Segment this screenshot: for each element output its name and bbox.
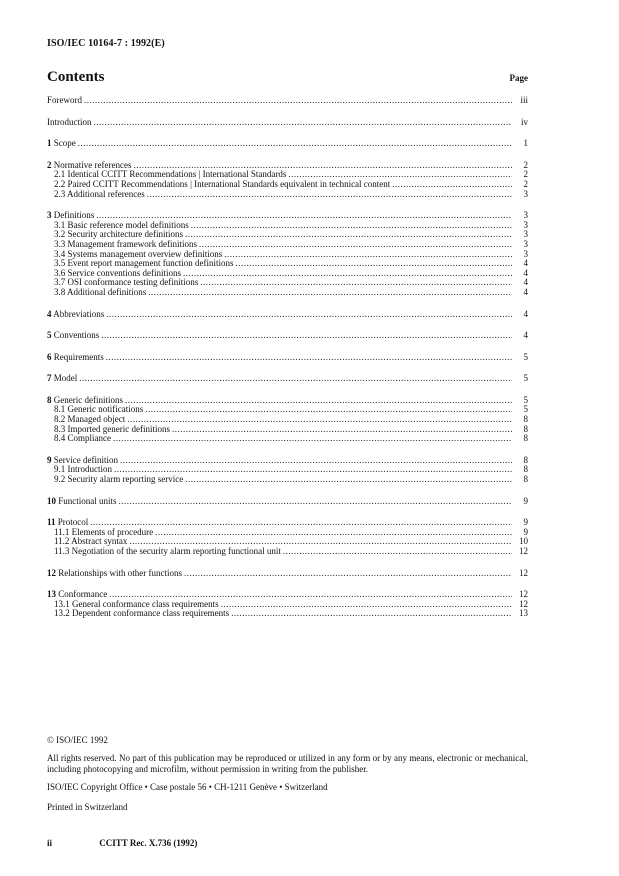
toc-entry-label: [47, 497, 117, 507]
toc-entry-label: [47, 310, 104, 320]
toc-entry-text: 8.1 Generic notifications: [54, 404, 144, 415]
toc-entry-text: Relationships with other functions: [58, 567, 182, 578]
toc-leader-dots: [106, 353, 512, 363]
toc-entry[interactable]: [47, 456, 528, 466]
toc-entry-text: Foreword: [47, 95, 82, 105]
toc-entry-text: 8.4 Compliance: [54, 433, 111, 444]
toc-entry-text: 2.2 Paired CCITT Recommendations | International Standards equivalent in technical content: [54, 178, 391, 189]
toc-entry-page: iii: [520, 95, 528, 105]
toc-entry-page: 13: [519, 608, 528, 619]
toc-leader-dots: [79, 374, 512, 384]
toc-leader-dots: [101, 331, 512, 341]
toc-entry-text: 11.1 Elements of procedure: [54, 526, 154, 537]
toc-spacer: [47, 485, 528, 497]
toc-entry-label: [47, 139, 76, 149]
toc-entry-page: 10: [519, 536, 528, 547]
page-column-label: Page: [509, 73, 528, 83]
toc-entry[interactable]: [47, 353, 528, 363]
toc-entry-page: 9: [523, 526, 528, 537]
toc-entry[interactable]: [47, 547, 528, 557]
toc-entry-page: 9: [523, 517, 528, 528]
toc-entry-text: 3.3 Management framework definitions: [54, 238, 197, 249]
toc-entry-text: 3.2 Security architecture definitions: [54, 229, 183, 240]
toc-entry-label: [47, 331, 99, 341]
toc-entry-label: [47, 118, 92, 128]
toc-spacer: [47, 106, 528, 118]
toc-entry-text: Definitions: [53, 210, 95, 221]
toc-entry-text: Conventions: [53, 330, 100, 341]
toc-entry-page: 2: [523, 178, 528, 189]
toc-entry-page: 5: [523, 373, 528, 384]
toc-leader-dots: [283, 547, 512, 557]
toc-entry[interactable]: [47, 609, 528, 619]
toc-entry[interactable]: [47, 497, 528, 507]
toc-spacer: [47, 127, 528, 139]
toc-leader-dots: [172, 425, 512, 435]
toc-entry-page: 8: [523, 454, 528, 465]
toc-leader-dots: [119, 497, 513, 507]
toc-leader-dots: [90, 518, 512, 528]
toc-entry-label: [54, 288, 146, 298]
toc-entry-text: 11.2 Abstract syntax: [54, 536, 128, 547]
toc-entry-page: 12: [519, 598, 528, 609]
copyright-office-address: ISO/IEC Copyright Office • Case postale 56 • CH-1211 Genève • Switzerland: [47, 782, 328, 792]
toc-entry-label: [47, 96, 82, 106]
copyright-footer: [47, 735, 528, 813]
toc-entry[interactable]: [47, 288, 528, 298]
toc-entry-text: 11.3 Negotiation of the security alarm reporting functional unit: [54, 546, 281, 556]
toc-entry-page: 8: [523, 474, 528, 485]
toc-entry-page: 8: [523, 464, 528, 475]
toc-entry[interactable]: [47, 96, 528, 106]
toc-entry-page: 3: [523, 219, 528, 230]
toc-leader-dots: [94, 118, 513, 128]
toc-entry-text: 3.1 Basic reference model definitions: [54, 219, 189, 230]
toc-leader-dots: [78, 139, 512, 149]
toc-leader-dots: [221, 600, 512, 610]
toc-entry-number: 8: [47, 394, 52, 405]
toc-spacer: [47, 362, 528, 374]
toc-entry-number: 13: [47, 589, 56, 600]
toc-entry[interactable]: [47, 374, 528, 384]
toc-entry-page: 8: [523, 433, 528, 444]
toc-entry-page: 4: [523, 277, 528, 288]
toc-leader-dots: [155, 528, 512, 538]
toc-entry-page: 8: [523, 414, 528, 425]
toc-leader-dots: [125, 396, 512, 406]
toc-entry-page: iv: [520, 116, 528, 127]
toc-entry[interactable]: [47, 190, 528, 200]
toc-entry-text: 3.8 Additional definitions: [54, 286, 147, 297]
toc-entry-text: 8.2 Managed object: [54, 414, 126, 425]
toc-entry-text: Abbreviations: [53, 308, 105, 319]
page-number: ii: [47, 838, 53, 848]
toc-entry-page: 12: [519, 546, 528, 556]
toc-entry-label: [54, 434, 111, 444]
toc-leader-dots: [200, 278, 512, 288]
toc-entry[interactable]: [47, 331, 528, 341]
toc-entry-page: 2: [523, 169, 528, 180]
copyright-line: © ISO/IEC 1992: [47, 735, 108, 745]
toc-leader-dots: [145, 405, 512, 415]
toc-leader-dots: [113, 434, 512, 444]
toc-spacer: [47, 506, 528, 518]
toc-entry-text: 9.2 Security alarm reporting service: [54, 474, 184, 485]
toc-entry-page: 3: [523, 248, 528, 259]
toc-leader-dots: [84, 96, 512, 106]
toc-leader-dots: [185, 475, 512, 485]
toc-entry-label: [47, 374, 77, 384]
toc-leader-dots: [106, 310, 512, 320]
toc-entry-page: 2: [523, 159, 528, 170]
toc-entry-label: [54, 609, 229, 619]
toc-entry-text: 3.4 Systems management overview definitions: [54, 248, 223, 259]
toc-entry-number: 10: [47, 495, 56, 506]
toc-leader-dots: [183, 269, 512, 279]
toc-leader-dots: [231, 609, 512, 619]
document-id-header: ISO/IEC 10164-7 : 1992(E): [47, 38, 165, 49]
toc-entry[interactable]: [47, 569, 528, 579]
toc-spacer: [47, 199, 528, 211]
toc-entry-label: [47, 353, 104, 363]
toc-leader-dots: [224, 250, 512, 260]
toc-entry-number: 6: [47, 351, 52, 362]
toc-entry-text: Scope: [53, 138, 76, 149]
toc-entry-page: 3: [523, 188, 528, 199]
page-footer: [47, 838, 197, 848]
toc-entry-text: 13.1 General conformance class requirements: [54, 598, 219, 609]
toc-entry-page: 4: [523, 330, 528, 341]
contents-title: Contents: [47, 69, 105, 85]
toc-spacer: [47, 341, 528, 353]
toc-entry-text: Requirements: [53, 351, 104, 362]
toc-entry[interactable]: [47, 434, 528, 444]
toc-entry-page: 3: [523, 210, 528, 221]
toc-entry-text: 3.6 Service conventions definitions: [54, 267, 181, 278]
toc-spacer: [47, 319, 528, 331]
toc-entry-page: 5: [523, 351, 528, 362]
toc-entry-text: Normative references: [53, 159, 132, 170]
toc-entry-page: 4: [523, 308, 528, 319]
toc-entry-text: 3.7 OSI conformance testing definitions: [54, 277, 199, 288]
printed-in: Printed in Switzerland: [47, 802, 128, 812]
toc-leader-dots: [120, 456, 512, 466]
toc-entry-text: Functional units: [58, 495, 117, 506]
toc-entry-number: 2: [47, 159, 52, 170]
toc-entry-number: 12: [47, 567, 56, 578]
toc-leader-dots: [191, 221, 512, 231]
toc-entry-page: 3: [523, 229, 528, 240]
toc-entry-number: 9: [47, 454, 52, 465]
toc-entry-number: 4: [47, 308, 52, 319]
toc-entry-number: 1: [47, 138, 52, 149]
toc-entry-page: 4: [523, 267, 528, 278]
toc-entry-text: 2.1 Identical CCITT Recommendations | International Standards: [54, 169, 287, 180]
toc-entry[interactable]: [47, 475, 528, 485]
toc-entry-label: [54, 547, 281, 557]
toc-leader-dots: [235, 259, 512, 269]
toc-entry[interactable]: [47, 425, 528, 435]
toc-entry-page: 5: [523, 404, 528, 415]
toc-entry[interactable]: [47, 310, 528, 320]
toc-entry-page: 4: [523, 286, 528, 297]
toc-entry[interactable]: [47, 118, 528, 128]
table-of-contents: [47, 96, 528, 619]
toc-entry-page: 8: [523, 423, 528, 434]
toc-leader-dots: [184, 569, 512, 579]
toc-entry-label: [54, 190, 145, 200]
toc-entry-text: Protocol: [57, 517, 89, 528]
toc-leader-dots: [147, 190, 512, 200]
toc-entry-text: Generic definitions: [53, 394, 123, 405]
toc-leader-dots: [392, 180, 512, 190]
toc-leader-dots: [127, 415, 512, 425]
toc-leader-dots: [148, 288, 512, 298]
toc-entry-text: Service definition: [53, 454, 118, 465]
toc-entry-text: 3.5 Event report management function definitions: [54, 258, 234, 269]
toc-entry-number: 7: [47, 373, 52, 384]
toc-entry-label: [47, 569, 182, 579]
rights-statement: All rights reserved. No part of this publication may be reproduced or utilized in any form or by any means, electronic or mechanical, including photocopying and microfilm, without permission in writing from the publisher.: [47, 753, 528, 774]
toc-entry-text: Model: [53, 373, 78, 384]
toc-entry[interactable]: [47, 139, 528, 149]
toc-entry-text: 13.2 Dependent conformance class requirements: [54, 608, 230, 619]
toc-spacer: [47, 298, 528, 310]
toc-entry-page: 12: [519, 589, 528, 600]
toc-entry-text: Conformance: [58, 589, 108, 600]
toc-entry-text: 9.1 Introduction: [54, 464, 112, 475]
toc-entry-text: 8.3 Imported generic definitions: [54, 423, 170, 434]
toc-leader-dots: [199, 240, 512, 250]
toc-spacer: [47, 578, 528, 590]
toc-entry-page: 5: [523, 394, 528, 405]
toc-entry-page: 3: [523, 238, 528, 249]
toc-entry-number: 3: [47, 210, 52, 221]
recommendation-ref: CCITT Rec. X.736 (1992): [99, 838, 198, 848]
toc-entry-number: 11: [47, 517, 56, 528]
toc-entry-page: 1: [523, 138, 528, 149]
toc-entry-page: 4: [523, 258, 528, 269]
toc-entry-label: [54, 475, 183, 485]
toc-spacer: [47, 444, 528, 456]
toc-entry-page: 12: [519, 567, 528, 578]
toc-entry-text: Introduction: [47, 116, 92, 127]
toc-entry-number: 5: [47, 330, 52, 341]
toc-leader-dots: [185, 230, 512, 240]
toc-entry-text: 2.3 Additional references: [54, 188, 145, 199]
toc-entry-page: 9: [523, 495, 528, 506]
